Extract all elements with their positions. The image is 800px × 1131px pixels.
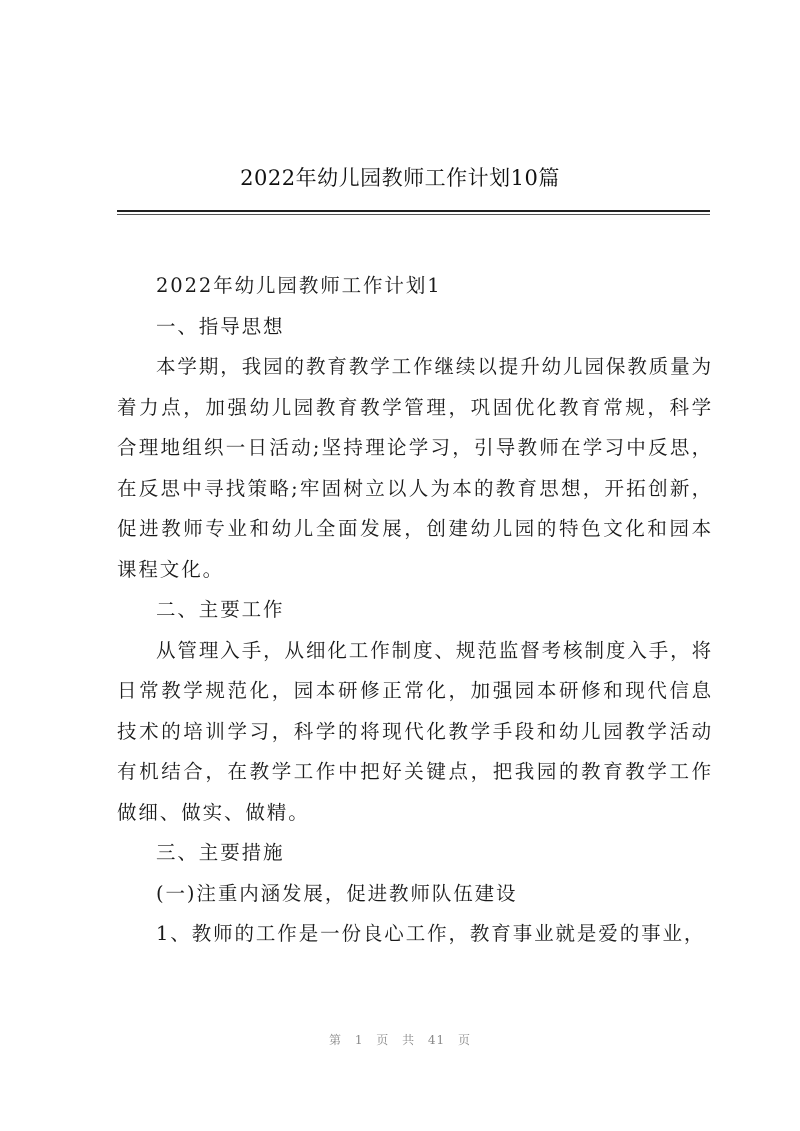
page-title: 2022年幼儿园教师工作计划10篇 xyxy=(240,166,560,190)
section-heading: 二、主要工作 xyxy=(156,598,285,621)
subsection-heading: (一)注重内涵发展，促进教师队伍建设 xyxy=(156,881,518,905)
section-subtitle: 2022年幼儿园教师工作计划1 xyxy=(156,274,442,297)
body-paragraph: 从管理入手，从细化工作制度、规范监督考核制度入手，将日常教学规范化，园本研修正常化，加强园本研修和现代信息技术的培训学习，科学的将现代化教学手段和幼儿园教学活动有机结合，在教学工作中把好关键点，把我园的教育教学工作做细、做实、做精。 xyxy=(117,638,713,824)
section-heading: 三、主要措施 xyxy=(156,841,285,864)
header-divider-secondary xyxy=(117,214,710,215)
page-number: 第 1 页 共 41 页 xyxy=(329,1033,471,1047)
section-heading: 一、指导思想 xyxy=(156,314,285,338)
header-divider xyxy=(117,210,710,212)
document-body xyxy=(117,266,713,955)
body-paragraph: 本学期，我园的教育教学工作继续以提升幼儿园保教质量为着力点，加强幼儿园教育教学管理，巩固优化教育常规，科学合理地组织一日活动;坚持理论学习，引导教师在学习中反思，在反思中寻找策略;牢固树立以人为本的教育思想，开拓创新，促进教师专业和幼儿全面发展，创建幼儿园的特色文化和园本课程文化。 xyxy=(117,355,713,581)
body-paragraph: 1、教师的工作是一份良心工作，教育事业就是爱的事业， xyxy=(156,922,706,945)
